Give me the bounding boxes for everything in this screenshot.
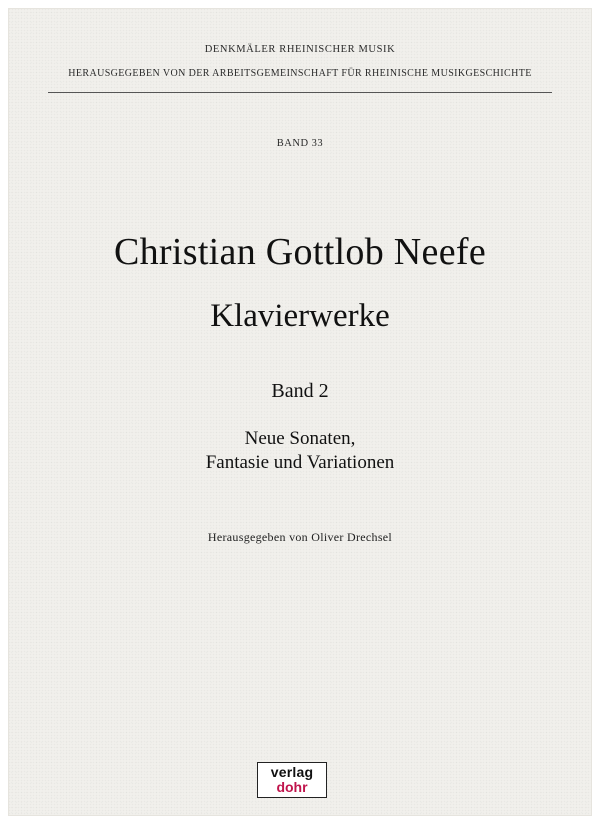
volume-number: BAND 33 bbox=[276, 138, 324, 149]
subtitle-line-1: Neue Sonaten, bbox=[244, 428, 356, 449]
work-title: Klavierwerke bbox=[210, 298, 390, 334]
band-label: Band 2 bbox=[271, 380, 329, 402]
editor-credit: Herausgegeben von Oliver Drechsel bbox=[207, 530, 393, 544]
subtitle-line-2: Fantasie und Variationen bbox=[205, 452, 395, 473]
series-editor-line: HERAUSGEGEBEN VON DER ARBEITSGEMEINSCHAFT FÜR RHEINISCHE MUSIKGESCHICHTE bbox=[68, 68, 532, 79]
header-divider bbox=[48, 92, 552, 93]
book-cover bbox=[8, 8, 592, 816]
series-title: DENKMÄLER RHEINISCHER MUSIK bbox=[204, 44, 396, 55]
publisher-logo bbox=[257, 762, 327, 798]
publisher-logo-bottom: dohr bbox=[276, 779, 308, 795]
publisher-logo-top: verlag bbox=[270, 764, 314, 780]
composer-name: Christian Gottlob Neefe bbox=[113, 231, 487, 273]
